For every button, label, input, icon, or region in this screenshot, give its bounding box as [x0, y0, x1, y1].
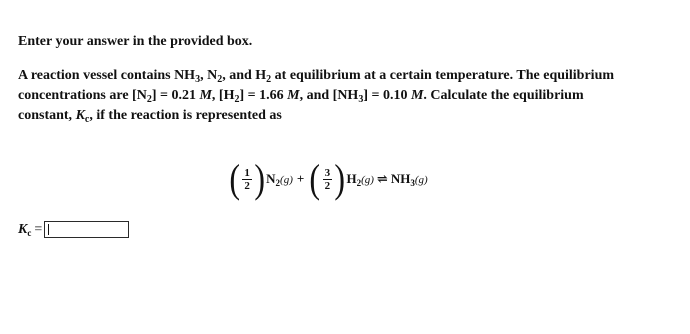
- instructions-text: Enter your answer in the provided box.: [18, 34, 253, 49]
- answer-input[interactable]: [44, 221, 129, 238]
- species-h2: $H_2(g)$: [346, 171, 374, 188]
- equilibrium-arrow-icon: ⇌: [376, 171, 388, 186]
- coefficient-n2: $\frac{1}{2}$: [244, 166, 250, 192]
- plus-sign: +: [296, 171, 305, 186]
- species-nh3: $NH_3(g)$: [390, 171, 428, 188]
- paren-open: (: [229, 156, 240, 201]
- text-caret: [48, 224, 49, 235]
- species-n2: $N_2(g)$: [266, 171, 293, 188]
- question-line-1: A reaction vessel contains $NH_3$, $N_2$, and $H_2$ at equilibrium at a certain temperature. The equilibrium: [18, 68, 615, 85]
- paren-close: ): [334, 156, 346, 201]
- paren-open: (: [309, 156, 321, 201]
- reaction-equation: [228, 156, 428, 202]
- question-text: [18, 66, 678, 126]
- question-line-2: concentrations are $[N_2] = 0.21$ M, $[H_2] = 1.66$ M, and $[NH_3] = 0.10$ M. Calculate the equilibrium: [18, 88, 584, 105]
- kc-label: $K_c$: [18, 221, 32, 238]
- equals-sign: =: [34, 221, 43, 237]
- coefficient-h2: $\frac{3}{2}$: [324, 166, 331, 192]
- answer-row: [18, 221, 129, 238]
- paren-close: ): [254, 156, 265, 201]
- question-line-3: constant, $K_c$, if the reaction is represented as: [18, 108, 282, 125]
